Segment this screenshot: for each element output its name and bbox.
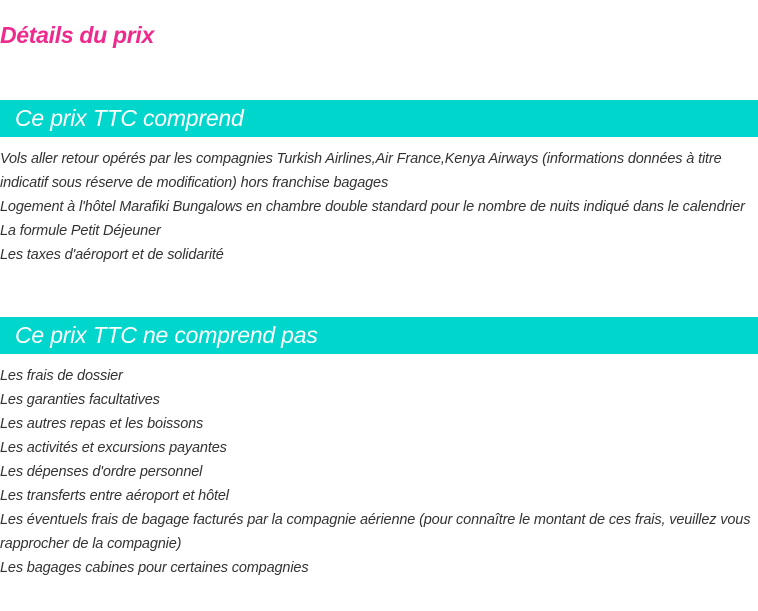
includes-heading: Ce prix TTC comprend <box>0 100 758 137</box>
excludes-heading: Ce prix TTC ne comprend pas <box>0 317 758 354</box>
includes-item-lodging: Logement à l'hôtel Marafiki Bungalows en chambre double standard pour le nombre de nuits indiqué dans le calendrier <box>0 199 745 215</box>
excludes-list <box>0 364 756 580</box>
excludes-item-transfers: Les transferts entre aéroport et hôtel <box>0 488 229 504</box>
excludes-item-baggage-fees: Les éventuels frais de bagage facturés par la compagnie aérienne (pour connaître le montant de ces frais, veuillez vous rapprocher de la compagnie) <box>0 512 751 552</box>
excludes-item-meals-drinks: Les autres repas et les boissons <box>0 416 204 432</box>
excludes-item-paid-activities: Les activités et excursions payantes <box>0 440 227 456</box>
includes-list <box>0 147 756 267</box>
excludes-item-personal-expenses: Les dépenses d'ordre personnel <box>0 464 203 480</box>
excludes-item-file-fees: Les frais de dossier <box>0 368 123 384</box>
page-title: Détails du prix <box>0 22 154 48</box>
includes-item-taxes: Les taxes d'aéroport et de solidarité <box>0 247 224 263</box>
includes-item-flights: Vols aller retour opérés par les compagnies Turkish Airlines,Air France,Kenya Airways (informations données à titre indicatif sous réserve de modification) hors franchise bagages <box>0 151 722 191</box>
excludes-item-optional-insurance: Les garanties facultatives <box>0 392 160 408</box>
includes-item-breakfast: La formule Petit Déjeuner <box>0 223 161 239</box>
excludes-item-cabin-baggage: Les bagages cabines pour certaines compagnies <box>0 560 309 576</box>
